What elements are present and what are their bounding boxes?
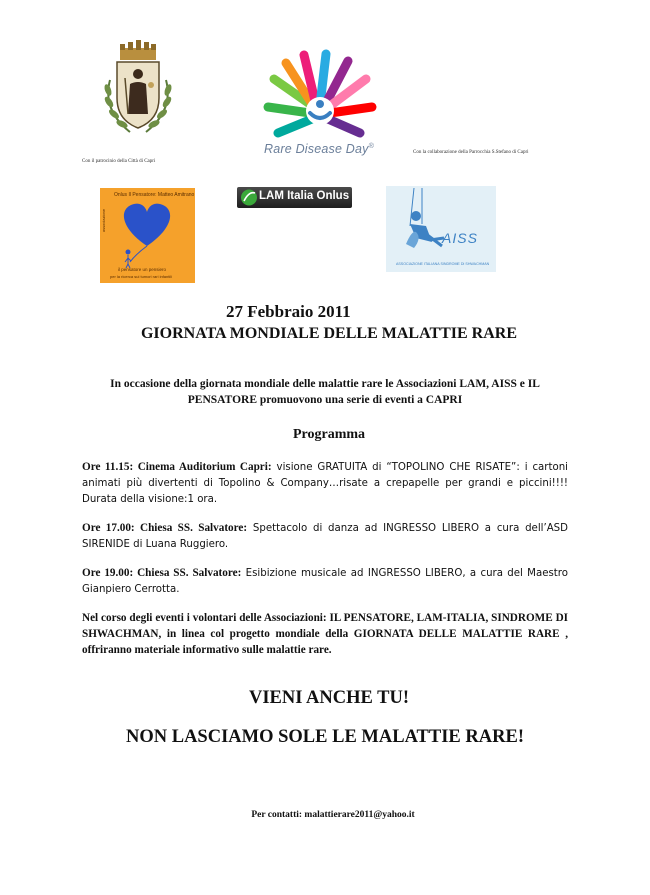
slogan-non-lasciamo-sole: NON LASCIAMO SOLE LE MALATTIE RARE! — [126, 727, 524, 747]
date-title: 27 Febbraio 2011 — [226, 302, 351, 321]
rdd-registered-mark: ® — [368, 142, 374, 150]
rare-disease-day-logo — [254, 40, 384, 158]
program-item-2 — [82, 520, 568, 553]
intro-line-2: PENSATORE promuovono una serie di eventi a CAPRI — [187, 394, 463, 406]
pensatore-logo-title: Onlus Il Pensatore: Matteo Amitrano — [114, 192, 195, 198]
aiss-logo — [386, 186, 496, 272]
program-item-3-text: Esibizione musicale ad INGRESSO LIBERO, a cura del Maestro Gianpiero Cerrotta. — [82, 568, 568, 595]
capri-crest-logo — [100, 40, 176, 138]
pensatore-logo-side: associazione — [101, 208, 107, 233]
program-item-2-time: Ore 17.00: Chiesa SS. Salvatore: — [82, 522, 248, 534]
program-item-3-time: Ore 19.00: Chiesa SS. Salvatore: — [82, 567, 242, 579]
intro-paragraph — [80, 376, 570, 408]
rdd-logo-text: Rare Disease Day — [264, 142, 369, 156]
aiss-logo-text: AISS — [442, 230, 478, 246]
il-pensatore-logo — [100, 188, 195, 283]
patronage-credit: Con il patrocinio della Città di Capri — [82, 159, 156, 164]
swing-child-icon — [386, 186, 496, 272]
programma-heading: Programma — [292, 427, 366, 442]
program-item-1-time: Ore 11.15: Cinema Auditorium Capri: — [82, 461, 272, 473]
slogan-vieni-anche-tu: VIENI ANCHE TU! — [248, 688, 410, 708]
program-item-2-text: Spettacolo di danza ad INGRESSO LIBERO a cura dell’ASD SIRENIDE di Luana Ruggiero. — [82, 523, 568, 550]
rare-disease-day-wordmark — [254, 142, 384, 156]
aiss-logo-caption: ASSOCIAZIONE ITALIANA SINDROME DI SHWACHMAN — [396, 262, 490, 266]
program-item-1-text: visione GRATUITA di “TOPOLINO CHE RISATE”: i cartoni animati più divertenti di Topolino & Company…risate a crepapelle per grandi e piccini!!!! Durata della visione:1 ora. — [82, 462, 569, 505]
volunteers-paragraph: Nel corso degli eventi i volontari delle Associazioni: IL PENSATORE, LAM-ITALIA, SINDROME DI SHWACHMAN, in linea col progetto mondiale della GIORNATA DELLE MALATTIE RARE , offriranno materiale informativo sulle malattie rare. — [82, 612, 568, 656]
lam-leaf-icon — [238, 187, 260, 208]
event-title: GIORNATA MONDIALE DELLE MALATTIE RARE — [140, 325, 518, 342]
pensatore-logo-caption: per la ricerca sui tumori rari infantili — [110, 274, 173, 279]
lam-italia-logo — [237, 187, 352, 208]
collaboration-credit: Con la collaborazione della Parrocchia S.Stefano di Capri — [413, 150, 529, 155]
contacts-line: Per contatti: malattierare2011@yahoo.it — [251, 810, 415, 820]
program-item-3 — [82, 565, 568, 598]
program-item-1 — [82, 459, 568, 508]
intro-line-1: In occasione della giornata mondiale delle malattie rare le Associazioni LAM, AISS e IL — [110, 378, 540, 390]
lam-logo-text: LAM Italia Onlus — [259, 190, 350, 202]
pensatore-logo-tagline: il pensatore un pensiero — [118, 267, 167, 272]
